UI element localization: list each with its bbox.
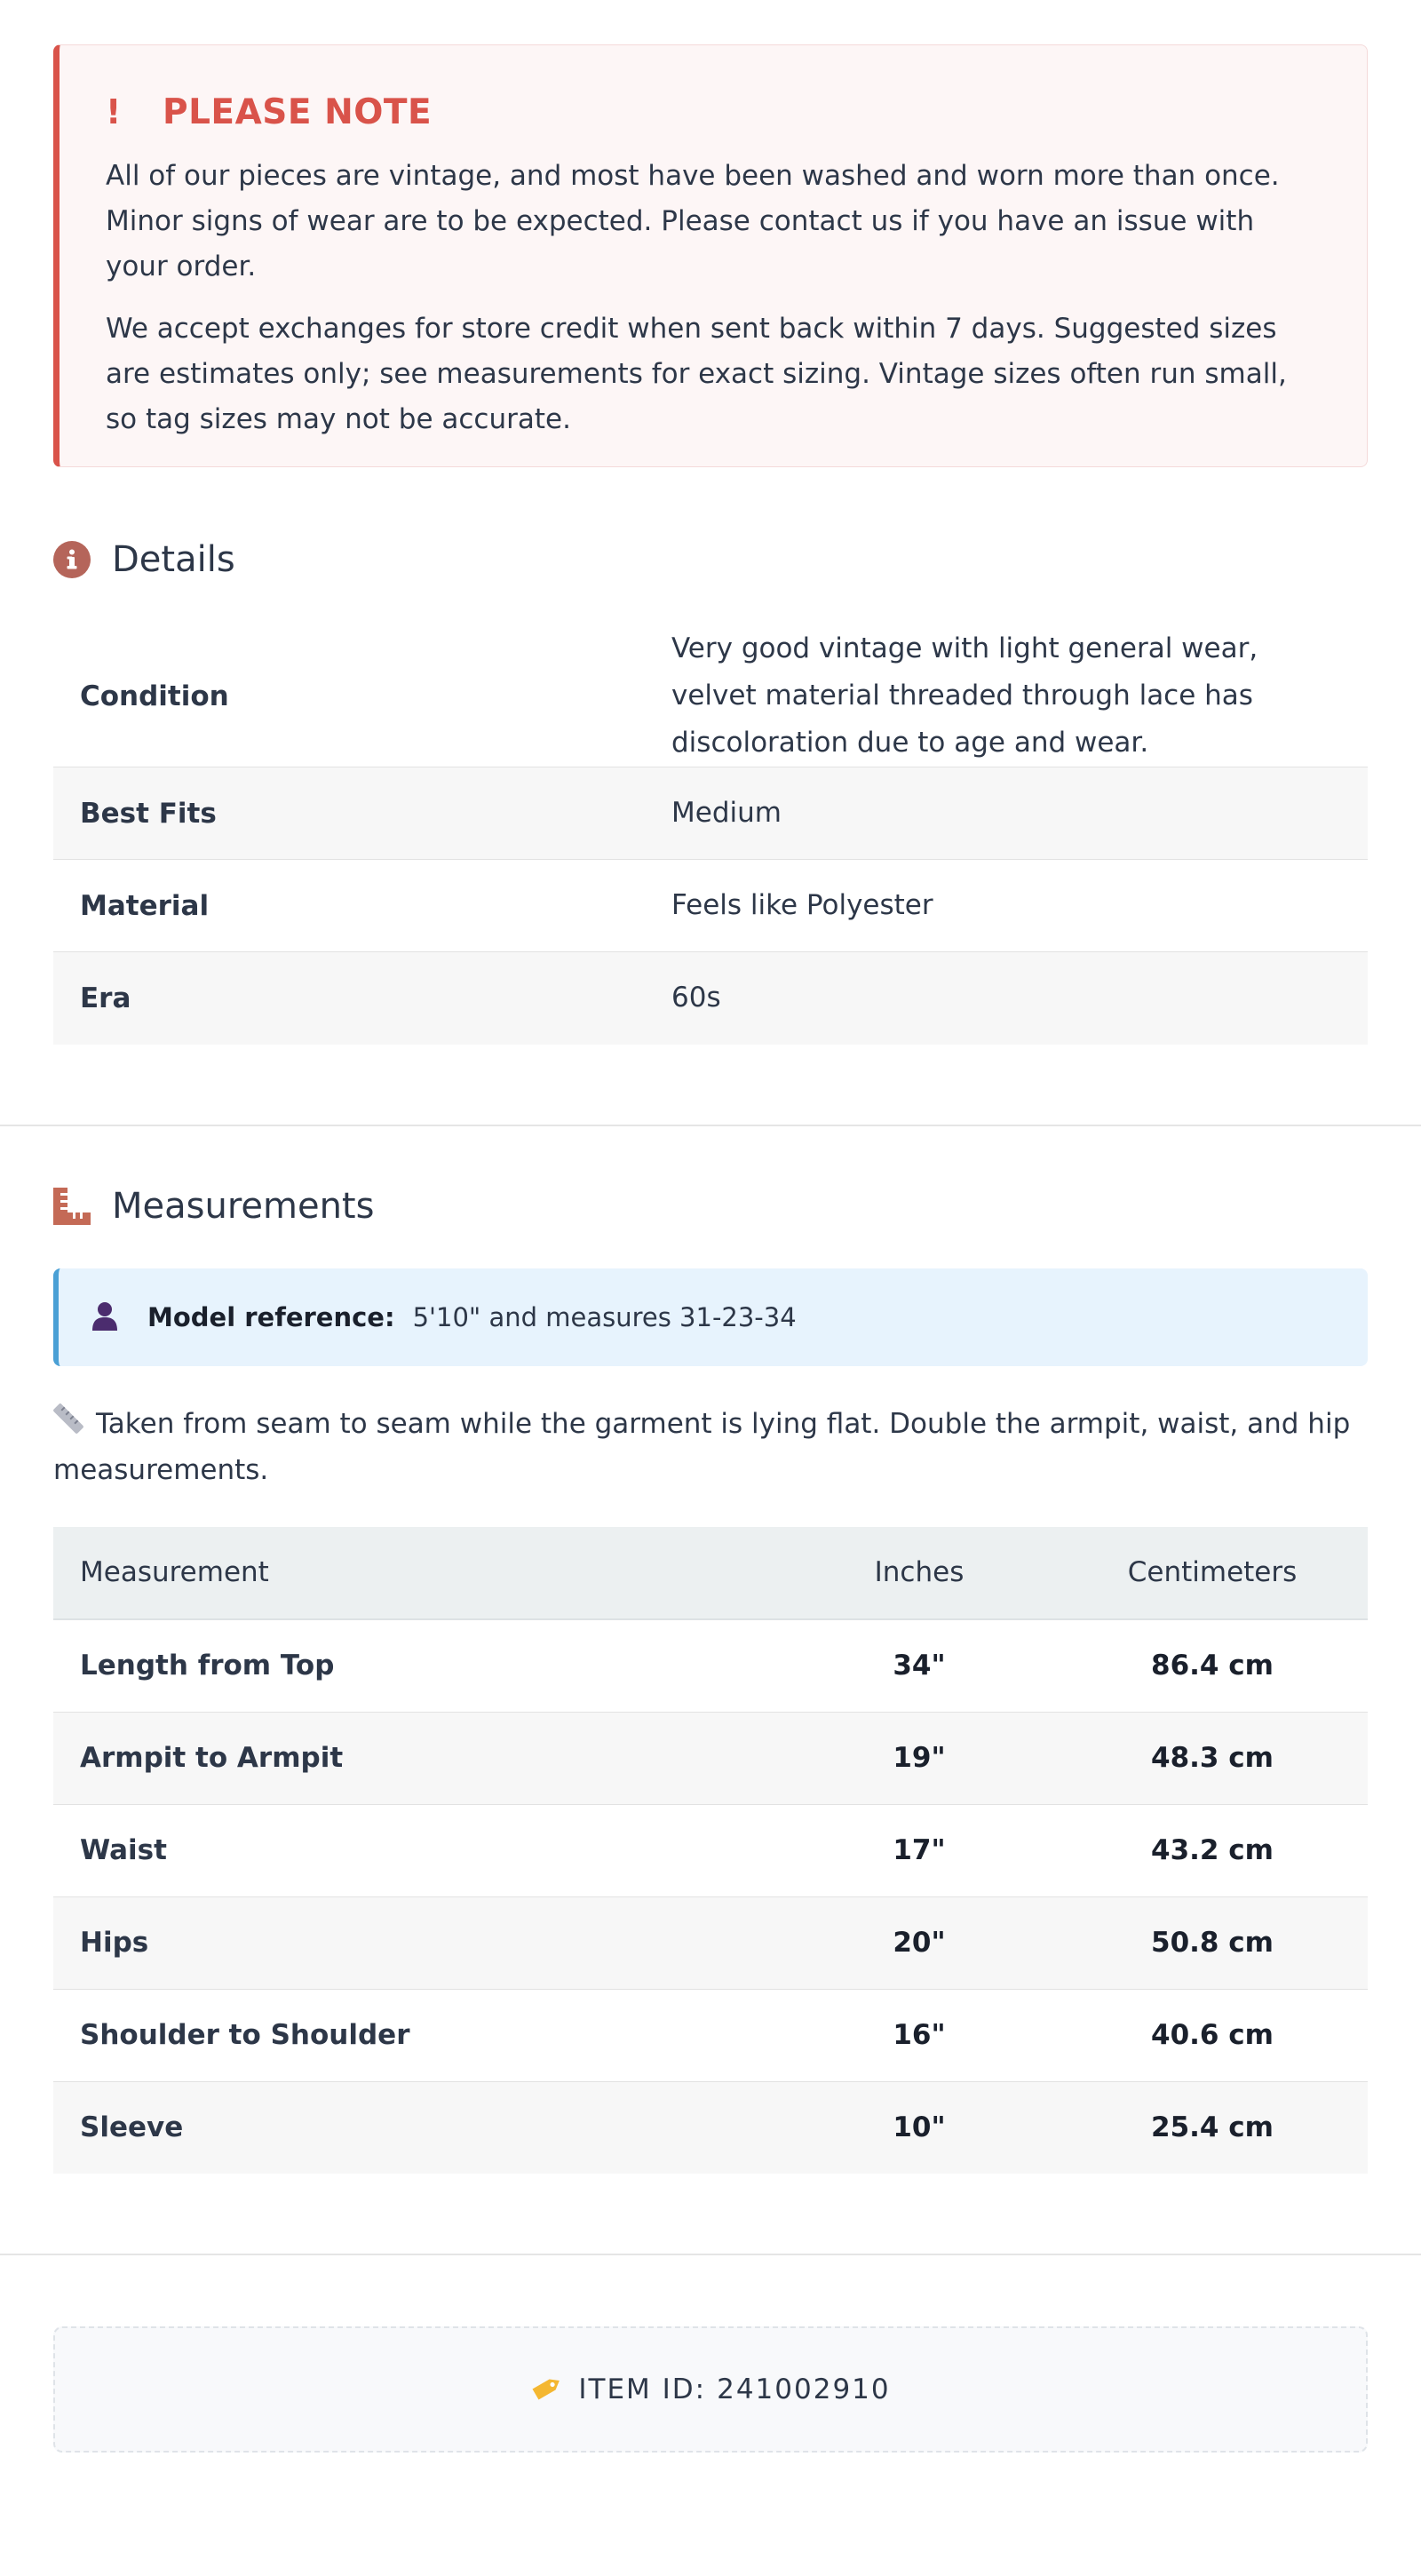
- item-id-label: ITEM ID:: [578, 2373, 707, 2405]
- measurement-name: Hips: [53, 1896, 782, 1989]
- details-label: Best Fits: [80, 797, 217, 830]
- table-row: [53, 1712, 1368, 1804]
- measurement-inches: 20": [782, 1896, 1057, 1989]
- model-value: 5'10" and measures 31-23-34: [412, 1301, 797, 1332]
- section-divider: [0, 1125, 1421, 1126]
- measurements-title: Measurements: [112, 1185, 375, 1227]
- measurement-cm: 48.3 cm: [1057, 1712, 1368, 1804]
- measurement-cm: 50.8 cm: [1057, 1896, 1368, 1989]
- details-header: [53, 533, 1368, 586]
- note-paragraph-1: All of our pieces are vintage, and most have been washed and worn more than once. Minor signs of wear are to be expected. Please contact us if you have an issue with your order.: [106, 160, 1280, 282]
- measurement-note: [53, 1402, 1368, 1493]
- details-title: Details: [112, 539, 235, 580]
- measurement-inches: 34": [782, 1619, 1057, 1713]
- measurement-inches: 10": [782, 2081, 1057, 2174]
- measurement-note-text: Taken from seam to seam while the garment is lying flat. Double the armpit, waist, and hip measurements.: [53, 1407, 1351, 1486]
- model-reference-box: [53, 1268, 1368, 1366]
- info-icon: [53, 541, 91, 578]
- details-value: Very good vintage with light general wear, velvet material threaded through lace has discoloration due to age and wear.: [671, 632, 1258, 759]
- measurements-header: [53, 1180, 1368, 1233]
- measurement-inches: 19": [782, 1712, 1057, 1804]
- note-header: [106, 90, 1322, 134]
- details-label: Era: [80, 982, 131, 1014]
- tag-icon: [530, 2373, 564, 2406]
- details-row: [53, 767, 1368, 860]
- ruler-icon: [53, 1188, 91, 1225]
- details-value: Medium: [671, 797, 782, 829]
- table-row: [53, 1896, 1368, 1989]
- details-label: Material: [80, 889, 210, 922]
- table-row: [53, 1804, 1368, 1896]
- section-divider: [0, 2254, 1421, 2255]
- header-inches: Inches: [782, 1527, 1057, 1619]
- item-id-value: 241002910: [717, 2373, 891, 2405]
- measurement-cm: 25.4 cm: [1057, 2081, 1368, 2174]
- table-header-row: [53, 1527, 1368, 1619]
- please-note-box: [53, 44, 1368, 467]
- details-value: Feels like Polyester: [671, 889, 933, 921]
- details-section: [53, 533, 1368, 1045]
- measurements-table: [53, 1527, 1368, 2174]
- note-title: PLEASE NOTE: [163, 91, 433, 132]
- details-row: [53, 952, 1368, 1045]
- measurement-name: Waist: [53, 1804, 782, 1896]
- exclamation-icon: !: [106, 92, 122, 131]
- table-row: [53, 1989, 1368, 2081]
- item-id-box: [53, 2326, 1368, 2453]
- person-icon: [91, 1300, 119, 1334]
- model-label: Model reference:: [147, 1301, 395, 1332]
- details-row: [53, 860, 1368, 952]
- measurement-inches: 16": [782, 1989, 1057, 2081]
- header-measurement: Measurement: [53, 1527, 782, 1619]
- table-row: [53, 2081, 1368, 2174]
- straight-ruler-icon: [53, 1403, 83, 1448]
- details-label: Condition: [80, 680, 229, 712]
- measurement-name: Length from Top: [53, 1619, 782, 1713]
- measurement-cm: 86.4 cm: [1057, 1619, 1368, 1713]
- measurement-cm: 43.2 cm: [1057, 1804, 1368, 1896]
- details-value: 60s: [671, 982, 721, 1014]
- measurement-name: Sleeve: [53, 2081, 782, 2174]
- table-row: [53, 1619, 1368, 1713]
- note-paragraph-2: We accept exchanges for store credit when sent back within 7 days. Suggested sizes are estimates only; see measurements for exact sizing. Vintage sizes often run small, so tag sizes may not be accurate.: [106, 313, 1287, 435]
- measurement-name: Shoulder to Shoulder: [53, 1989, 782, 2081]
- measurement-inches: 17": [782, 1804, 1057, 1896]
- measurement-cm: 40.6 cm: [1057, 1989, 1368, 2081]
- header-centimeters: Centimeters: [1057, 1527, 1368, 1619]
- details-row: [53, 625, 1368, 767]
- measurements-section: [53, 1180, 1368, 2174]
- details-table: [53, 625, 1368, 1045]
- measurement-name: Armpit to Armpit: [53, 1712, 782, 1804]
